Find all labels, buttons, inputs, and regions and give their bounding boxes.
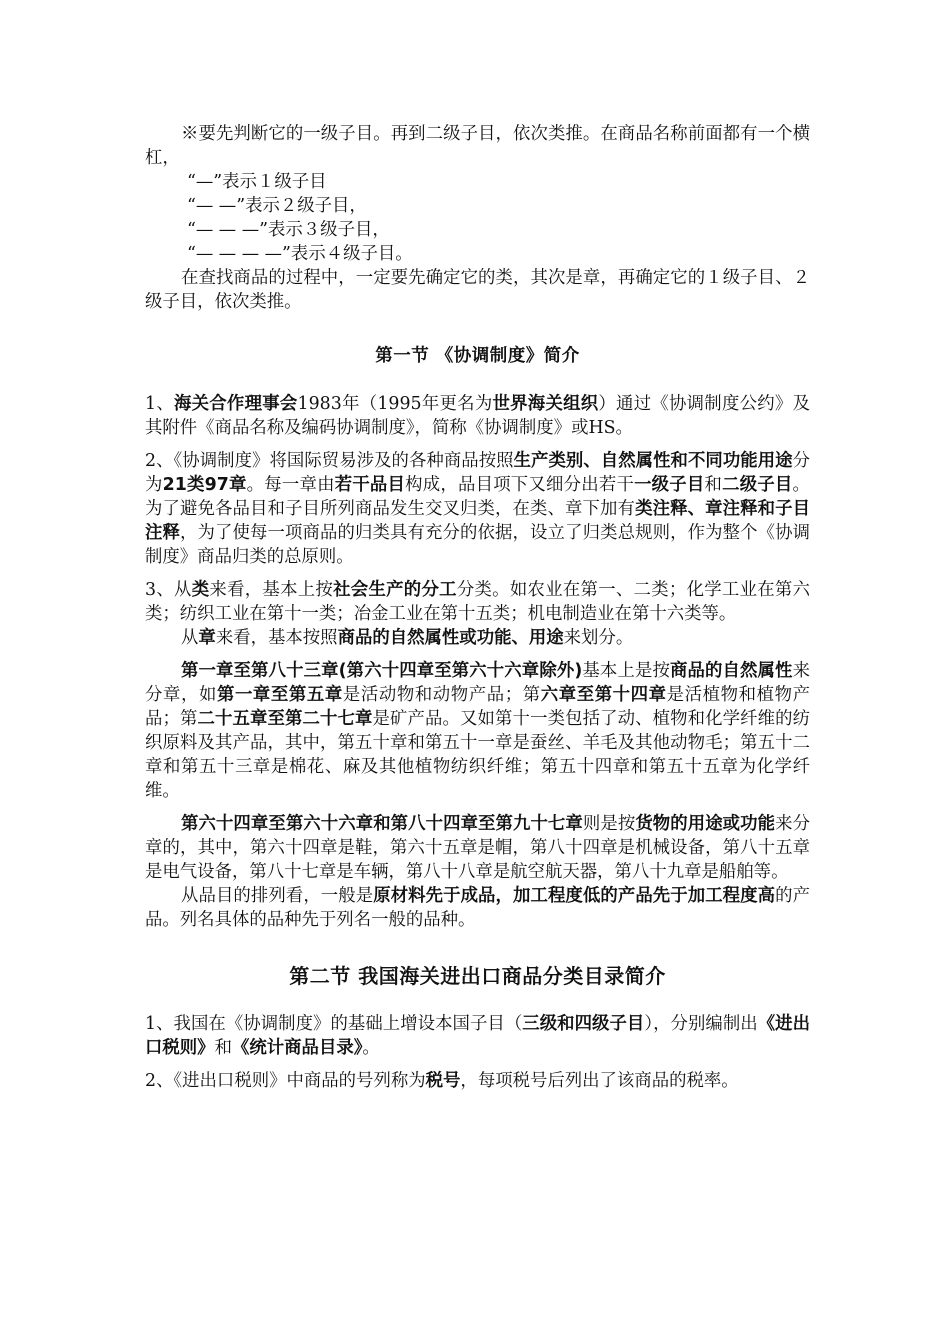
text: 2、《协调制度》将国际贸易涉及的各种商品按照 xyxy=(145,451,514,471)
text: 1、 xyxy=(145,394,174,414)
s2-item-2 xyxy=(145,1069,810,1093)
text: ）通过《协调制度公约》及其附件《商品名称及编码协调制度》，简称《协调制度》或HS。 xyxy=(145,394,810,438)
text: 3、从 xyxy=(145,580,192,600)
bold-text: 商品的自然属性 xyxy=(669,661,793,681)
intro-paragraph: ※要先判断它的一级子目。再到二级子目，依次类推。在商品名称前面都有一个横杠， xyxy=(145,124,810,168)
bold-text: 二级子目 xyxy=(722,475,793,495)
bold-text: 第一章至第八十三章(第六十四章至第六十六章除外) xyxy=(181,661,583,681)
text: 来分章的，其中，第六十四章是鞋，第六十五章是帽，第八十四章是机械设备，第八十五章是电气设备，第八十七章是车辆，第八十八章是航空航天器，第八十九章是船舶等。 xyxy=(145,814,810,882)
text: 。为了避免各品目和子目所列商品发生交叉归类，在类、章下加有 xyxy=(145,475,810,519)
bold-text: 世界海关组织 xyxy=(492,394,599,414)
section-1-title: 第一节 《协调制度》简介 xyxy=(375,346,580,366)
bold-text: 第一章至第五章 xyxy=(216,685,343,705)
text: 是矿产品。又如第十一类包括了动、植物和化学纤维的纺织原料及其产品，其中，第五十章和第五十一章是蚕丝、羊毛及其他动物毛；第五十二章和第五十三章是棉花、麻及其他植物纺织纤维；第五十四章和第五十五章为化学纤维。 xyxy=(145,709,810,801)
bold-text: 《统计商品目录》 xyxy=(231,1038,363,1058)
s1-item-1 xyxy=(145,392,810,440)
text: 。每一章由 xyxy=(246,475,335,495)
s2-item-1 xyxy=(145,1012,810,1060)
dash-level-2: “— —”表示２级子目， xyxy=(187,196,367,216)
bold-text: 《进出口税则》 xyxy=(145,1014,810,1058)
text: 从品目的排列看，一般是 xyxy=(181,886,374,906)
bold-text: 类 xyxy=(191,580,210,600)
document-page xyxy=(145,122,810,1093)
text: ），分别编制出 xyxy=(644,1014,758,1034)
text: 1、我国在《协调制度》的基础上增设本国子目（ xyxy=(145,1014,523,1034)
text: 和 xyxy=(214,1038,232,1058)
text: 。 xyxy=(362,1038,380,1058)
bold-text: 二十五章至第二十七章 xyxy=(197,709,373,729)
bold-text: 商品的自然属性或功能、用途 xyxy=(337,628,564,648)
dash-level-4: “— — — —”表示４级子目。 xyxy=(187,244,413,264)
s1-natural-attribute-paragraph xyxy=(145,659,810,803)
bold-text: 21类97章 xyxy=(162,475,247,495)
s1-item-2 xyxy=(145,449,810,569)
bold-text: 第六十四章至第六十六章和第八十四章至第九十七章 xyxy=(181,814,583,834)
bold-text: 海关合作理事会 xyxy=(173,394,298,414)
dash-level-3: “— — —”表示３级子目， xyxy=(187,220,390,240)
text: 来看，基本按照 xyxy=(215,628,338,648)
text: 来看，基本上按 xyxy=(209,580,334,600)
s1-function-paragraph xyxy=(145,812,810,884)
text: 1983年（1995年更名为 xyxy=(297,394,493,414)
s1-chapter-paragraph xyxy=(145,626,810,650)
text: ，每项税号后列出了该商品的税率。 xyxy=(460,1071,739,1091)
text: ，为了使每一项商品的归类具有充分的依据，设立了归类总规则，作为整个《协调制度》商品归类的总原则。 xyxy=(145,523,810,567)
bold-text: 类注释、章注释和子目注释 xyxy=(145,499,810,543)
text: 2、《进出口税则》中商品的号列称为 xyxy=(145,1071,426,1091)
text: 基本上是按 xyxy=(582,661,670,681)
bold-text: 生产类别、自然属性和不同功能用途 xyxy=(513,451,793,471)
text: 和 xyxy=(704,475,723,495)
bold-text: 三级和四级子目 xyxy=(522,1014,645,1034)
text: 的产品。列名具体的品种先于列名一般的品种。 xyxy=(145,886,810,930)
text: 分为 xyxy=(145,451,810,495)
text: 是活动物和动物产品；第 xyxy=(342,685,541,705)
bold-text: 原材料先于成品，加工程度低的产品先于加工程度高 xyxy=(373,886,776,906)
dash-level-1: “—”表示１级子目 xyxy=(187,172,327,192)
text: 是活植物和植物产品；第 xyxy=(145,685,810,729)
bold-text: 章 xyxy=(198,628,216,648)
text: 来划分。 xyxy=(563,628,634,648)
text: 从 xyxy=(181,628,199,648)
text: 构成，品目项下又细分出若干 xyxy=(405,475,635,495)
bold-text: 货物的用途或功能 xyxy=(635,814,776,834)
bold-text: 六章至第十四章 xyxy=(540,685,667,705)
s1-item-3 xyxy=(145,578,810,626)
bold-text: 一级子目 xyxy=(634,475,705,495)
text: 则是按 xyxy=(582,814,636,834)
bold-text: 若干品目 xyxy=(334,475,406,495)
text: 分类。如农业在第一、二类；化学工业在第六类；纺织工业在第十一类；冶金工业在第十五类；机电制造业在第十六类等。 xyxy=(145,580,810,624)
text: 来分章，如 xyxy=(145,661,810,705)
intro-search-paragraph: 在查找商品的过程中，一定要先确定它的类，其次是章，再确定它的１级子目、２级子目，依次类推。 xyxy=(145,268,810,312)
s1-order-paragraph xyxy=(145,884,810,932)
bold-text: 社会生产的分工 xyxy=(333,580,457,600)
bold-text: 税号 xyxy=(425,1071,461,1091)
section-2-title: 第二节 我国海关进出口商品分类目录简介 xyxy=(289,964,666,988)
